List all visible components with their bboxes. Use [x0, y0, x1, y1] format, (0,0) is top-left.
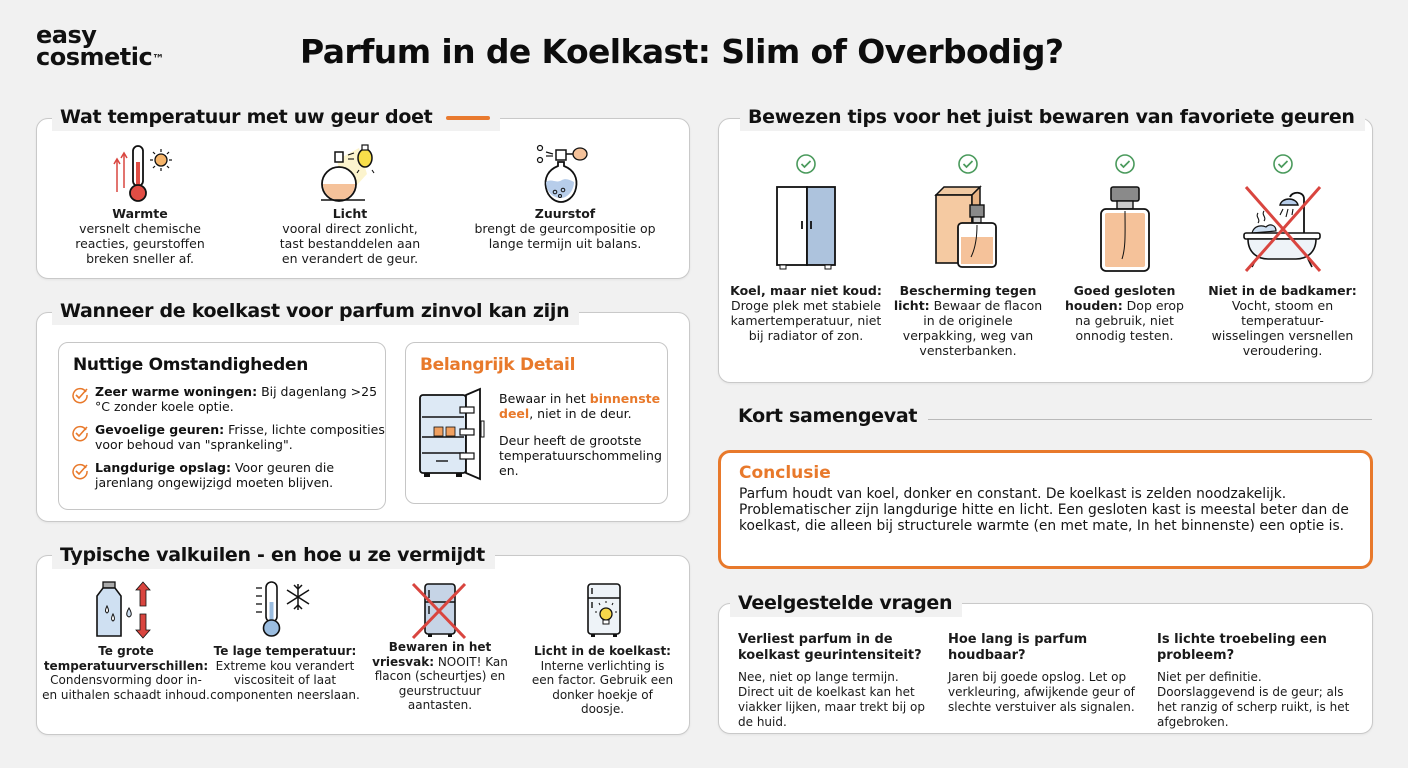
faq-section-title: Veelgestelde vragen — [730, 589, 962, 617]
when-section-title: Wanneer de koelkast voor parfum zinvol kan zijn — [52, 297, 579, 325]
perfume-bottle-icon — [1095, 183, 1155, 275]
pitfall-item-bold: Bewaren in het vriesvak: — [372, 640, 492, 669]
tip-item-bold: Koel, maar niet koud: — [730, 283, 882, 298]
useful-item-bold: Langdurige opslag: — [95, 460, 231, 475]
trademark: ™ — [152, 52, 164, 66]
useful-item-bold: Zeer warme woningen: — [95, 384, 258, 399]
brand-line-1: easy — [36, 21, 97, 49]
pitfall-item — [370, 580, 510, 713]
temperature-item-label: Warmte — [112, 206, 168, 221]
brand-logo — [36, 21, 164, 71]
detail-text-pre: Bewaar in het — [499, 391, 590, 406]
important-detail-box — [405, 342, 668, 504]
important-detail-title: Belangrijk Detail — [420, 355, 576, 375]
fridge-light-icon — [570, 580, 636, 640]
tip-item-bold: Bescherming tegen licht: — [893, 283, 1037, 313]
detail-text-2: Deur heeft de grootste temperatuurschommelingen. — [499, 433, 662, 478]
conclusion-title: Conclusie — [739, 463, 831, 483]
pitfall-item-text: NOOIT! Kan flacon (scheurtjes) en geurstructuur aantasten. — [374, 654, 508, 712]
temperature-item-label: Licht — [332, 206, 368, 221]
pitfall-item-text: Interne verlichting is een factor. Gebruik een donker hoekje of doosje. — [531, 658, 674, 716]
useful-item — [71, 461, 385, 490]
pitfall-item-text: Condensvorming door in- en uithalen schaadt inhoud. — [42, 673, 210, 702]
summary-divider — [928, 419, 1372, 420]
tip-item-bold: Goed gesloten houden: — [1064, 283, 1176, 313]
temperature-item-text: vooral direct zonlicht, tast bestanddelen aan en verandert de geur. — [279, 221, 421, 266]
thermometer-snowflake-icon — [252, 580, 318, 640]
tip-item-text: Vocht, stoom en temperatuur-wisselingen versnellen veroudering. — [1211, 298, 1354, 358]
faq-question: Is lichte troebeling een probleem? — [1157, 632, 1327, 663]
check-circle-icon — [957, 153, 979, 175]
faq-item — [1157, 632, 1362, 730]
cabinet-icon — [771, 183, 841, 275]
detail-text-post: , niet in de deur. — [529, 406, 632, 421]
perfume-light-icon — [315, 142, 385, 204]
pitfall-item — [42, 580, 210, 702]
check-circle-icon — [71, 462, 89, 480]
thermometer-sun-icon — [105, 142, 175, 204]
perfume-atomizer-icon — [530, 142, 600, 204]
bottle-condensation-icon — [93, 580, 159, 640]
temperature-item — [270, 142, 430, 266]
faq-question: Verliest parfum in de koelkast geurintensiteit? — [738, 632, 922, 663]
faq-item — [948, 632, 1138, 715]
tip-item-text: Dop erop na gebruik, niet onnodig testen. — [1075, 298, 1184, 343]
temperature-section-title — [52, 103, 500, 131]
check-circle-icon — [71, 386, 89, 404]
pitfall-item — [530, 580, 675, 717]
pitfalls-section-title: Typische valkuilen - en hoe u ze vermijdt — [52, 541, 495, 569]
useful-item-text: Frisse, lichte composities voor behoud van "sprankeling". — [95, 422, 385, 452]
faq-question: Hoe lang is parfum houdbaar? — [948, 632, 1088, 663]
accent-dash — [446, 116, 490, 120]
pitfall-item-bold: Te grote temperatuurverschillen: — [43, 644, 209, 673]
useful-item — [71, 385, 385, 414]
faq-item — [738, 632, 933, 730]
temperature-item — [470, 142, 660, 251]
check-circle-icon — [71, 424, 89, 442]
open-fridge-icon — [416, 387, 494, 483]
temperature-title-text: Wat temperatuur met uw geur doet — [60, 106, 433, 128]
pitfall-item — [210, 580, 360, 702]
check-circle-icon — [795, 153, 817, 175]
faq-answer: Niet per definitie. Doorslaggevend is de geur; als het ranzig of scherp ruikt, is het afgebroken. — [1157, 670, 1350, 729]
tip-item-text: Bewaar de flacon in de originele verpakking, weg van vensterbanken. — [902, 298, 1043, 358]
tips-section-title: Bewezen tips voor het juist bewaren van favoriete geuren — [740, 103, 1365, 131]
important-detail-text — [499, 391, 664, 478]
useful-circumstances-title: Nuttige Omstandigheden — [73, 355, 309, 375]
useful-item-text: Bij dagenlang >25 °C zonder koele optie. — [95, 384, 378, 414]
pitfall-item-bold: Licht in de koelkast: — [534, 644, 671, 658]
conclusion-text: Parfum houdt van koel, donker en constant. De koelkast is zelden noodzakelijk. Problematischer zijn langdurige hitte en licht. Een gesloten kast is meestal beter dan de koelkast, die alleen bij structurele warmte (en met mate, In het binnenste) een optie is. — [739, 486, 1349, 534]
useful-item — [71, 423, 385, 452]
tip-item — [893, 153, 1043, 358]
bathtub-crossed-icon — [1238, 183, 1328, 275]
temperature-item — [65, 142, 215, 266]
conclusion-box — [718, 450, 1373, 569]
check-circle-icon — [1272, 153, 1294, 175]
box-perfume-icon — [928, 183, 1008, 275]
tip-item — [1057, 153, 1192, 343]
temperature-item-label: Zuurstof — [534, 206, 596, 221]
pitfall-item-text: Extreme kou verandert viscositeit of laat componenten neerslaan. — [210, 658, 360, 702]
temperature-item-text: brengt de geurcompositie op lange termijn uit balans. — [474, 221, 656, 251]
detail-highlight: binnenste deel — [499, 391, 661, 421]
tip-item — [1205, 153, 1360, 358]
tip-item-bold: Niet in de badkamer: — [1208, 283, 1357, 298]
temperature-item-text: versnelt chemische reacties, geurstoffen breken sneller af. — [75, 221, 205, 266]
tip-item — [727, 153, 885, 343]
useful-circumstances-box — [58, 342, 386, 510]
faq-answer: Nee, niet op lange termijn. Direct uit de koelkast kan het viakker lijken, maar trekt bij op de huid. — [738, 670, 925, 729]
faq-answer: Jaren bij goede opslog. Let op verkleuring, afwijkende geur of slechte verstuiver als signalen. — [948, 670, 1135, 714]
brand-line-2: cosmetic — [36, 43, 153, 71]
page-title: Parfum in de Koelkast: Slim of Overbodig? — [300, 32, 1064, 71]
freezer-crossed-icon — [407, 580, 473, 640]
pitfall-item-bold: Te lage temperatuur: — [213, 644, 357, 658]
useful-item-bold: Gevoelige geuren: — [95, 422, 225, 437]
summary-section-title: Kort samengevat — [738, 405, 918, 427]
tip-item-text: Droge plek met stabiele kamertemperatuur, niet bij radiator of zon. — [730, 298, 882, 343]
useful-item-text: Voor geuren die jarenlang ongewijzigd moeten blijven. — [95, 460, 335, 490]
check-circle-icon — [1114, 153, 1136, 175]
